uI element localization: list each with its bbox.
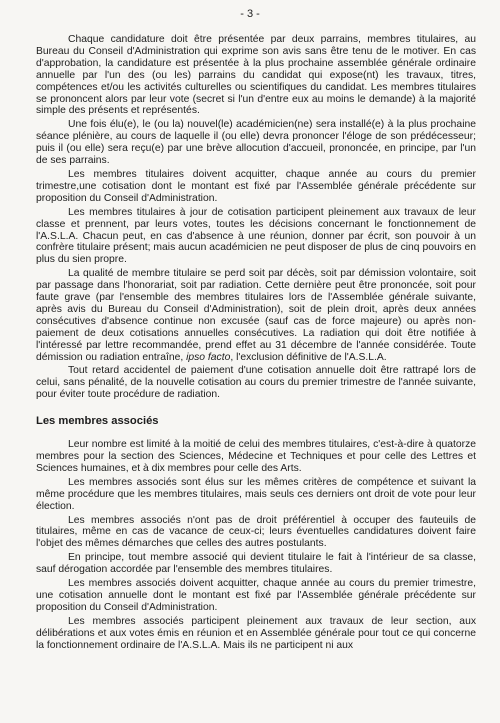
paragraph-participation-associes: Les membres associés participent pleinement aux travaux de leur section, aux délibérations et aux votes émis en réunion et en Assemblée générale pour tout ce qui concerne la fonctionnement ordinaire de l'A.S.L.A. Mais ils ne participent ni aux (36, 615, 476, 651)
radiation-tail: , l'exclusion définitive de l'A.S.L.A. (230, 351, 387, 363)
paragraph-radiation (36, 268, 476, 363)
paragraph-election: Les membres associés sont élus sur les mêmes critères de compétence et suivant la même procédure que les membres titulaires, mais seuls ces derniers ont droit de vote pour leur élection. (36, 476, 476, 512)
ipso-facto-italic: ipso facto (186, 351, 231, 363)
paragraph-cotisation-titulaires: Les membres titulaires doivent acquitter, chaque année au cours du premier trimestre,une cotisation dont le montant est fixé par l'Assemblée générale précédente sur proposition du Conseil d'Administration. (36, 168, 476, 204)
page-number: - 3 - (240, 8, 260, 20)
paragraph-candidature: Chaque candidature doit être présentée par deux parrains, membres titulaires, au Bureau du Conseil d'Administration qui exprime son avis sans être tenu de le motiver. En cas d'approbation, la candidature est présentée à la plus prochaine assemblée générale ordinaire annuelle par l'un des (ou les) parrains du candidat qui expose(nt) les travaux, titres, compétences et/ou les activités culturelles ou scientifiques du candidat. Les membres titulaires se prononcent alors par leur vote (secret si l'un d'entre eux au moins le demande) à la majorité simple des présents et représentés. (36, 34, 476, 117)
paragraph-retard: Tout retard accidentel de paiement d'une cotisation annuelle doit être rattrapé lors de celui, sans pénalité, de la nouvelle cotisation au cours du premier trimestre de l'année suivante, pour éviter toute procédure de radiation. (36, 365, 476, 401)
paragraph-installation: Une fois élu(e), le (ou la) nouvel(le) académicien(ne) sera installé(e) à la plus prochaine séance plénière, au cours de laquelle il (ou elle) devra prononcer l'éloge de son prédécesseur; puis il (ou elle) sera reçu(e) par une brève allocution d'accueil, prononcée, en principe, par l'un de ses parrains. (36, 119, 476, 167)
document-body (36, 34, 476, 654)
paragraph-cotisation-associes: Les membres associés doivent acquitter, chaque année au cours du premier trimestre, une cotisation annuelle dont le montant est fixé par l'Assemblée générale précédente sur proposition du Conseil d'Administration. (36, 578, 476, 613)
paragraph-participation-titulaires: Les membres titulaires à jour de cotisation participent pleinement aux travaux de leur classe et prennent, par leurs votes, toutes les décisions concernant le fonctionnement de l'A.S.L.A. Chacun peut, en cas d'absence à une réunion, donner par écrit, son pouvoir à un confrère titulaire présent; mais aucun académicien ne peut disposer de plus de cinq pouvoirs en plus du sien propre. (36, 206, 476, 266)
section-heading-membres-associes: Les membres associés (36, 415, 159, 428)
paragraph-principe: En principe, tout membre associé qui devient titulaire le fait à l'intérieur de sa classe, sauf dérogation accordée par l'ensemble des membres titulaires. (36, 552, 476, 576)
radiation-text: La qualité de membre titulaire se perd soit par décès, soit par démission volontaire, soit par passage dans l'honorariat, soit par radiation. Cette dernière peut être prononcée, soit pour faute grave (par l'ensemble des membres titulaires lors de l'Assemblée générale suivante, après avis du Bureau du Conseil d'Administration), soit de plein droit, après deux années consécutives d'absence continue non excusée (sauf cas de force majeure) ou après non-paiement de deux cotisations annuelles consécutives. La radiation qui doit être notifiée à l'intéressé par lettre recommandée, prend effet au 31 décembre de l'année considérée. Toute démission ou radiation entraîne, (36, 268, 476, 363)
paragraph-nombre: Leur nombre est limité à la moitié de celui des membres titulaires, c'est-à-dire à quatorze membres pour la section des Sciences, Médecine et Techniques et pour celle des Lettres et Sciences humaines, et à dix membres pour celle des Arts. (36, 439, 476, 474)
paragraph-fauteuils: Les membres associés n'ont pas de droit préférentiel à occuper des fauteuils de titulaires, même en cas de vacance de ceux-ci; leurs éventuelles candidatures doivent faire l'objet des mêmes démarches que celles des autres postulants. (36, 514, 476, 550)
